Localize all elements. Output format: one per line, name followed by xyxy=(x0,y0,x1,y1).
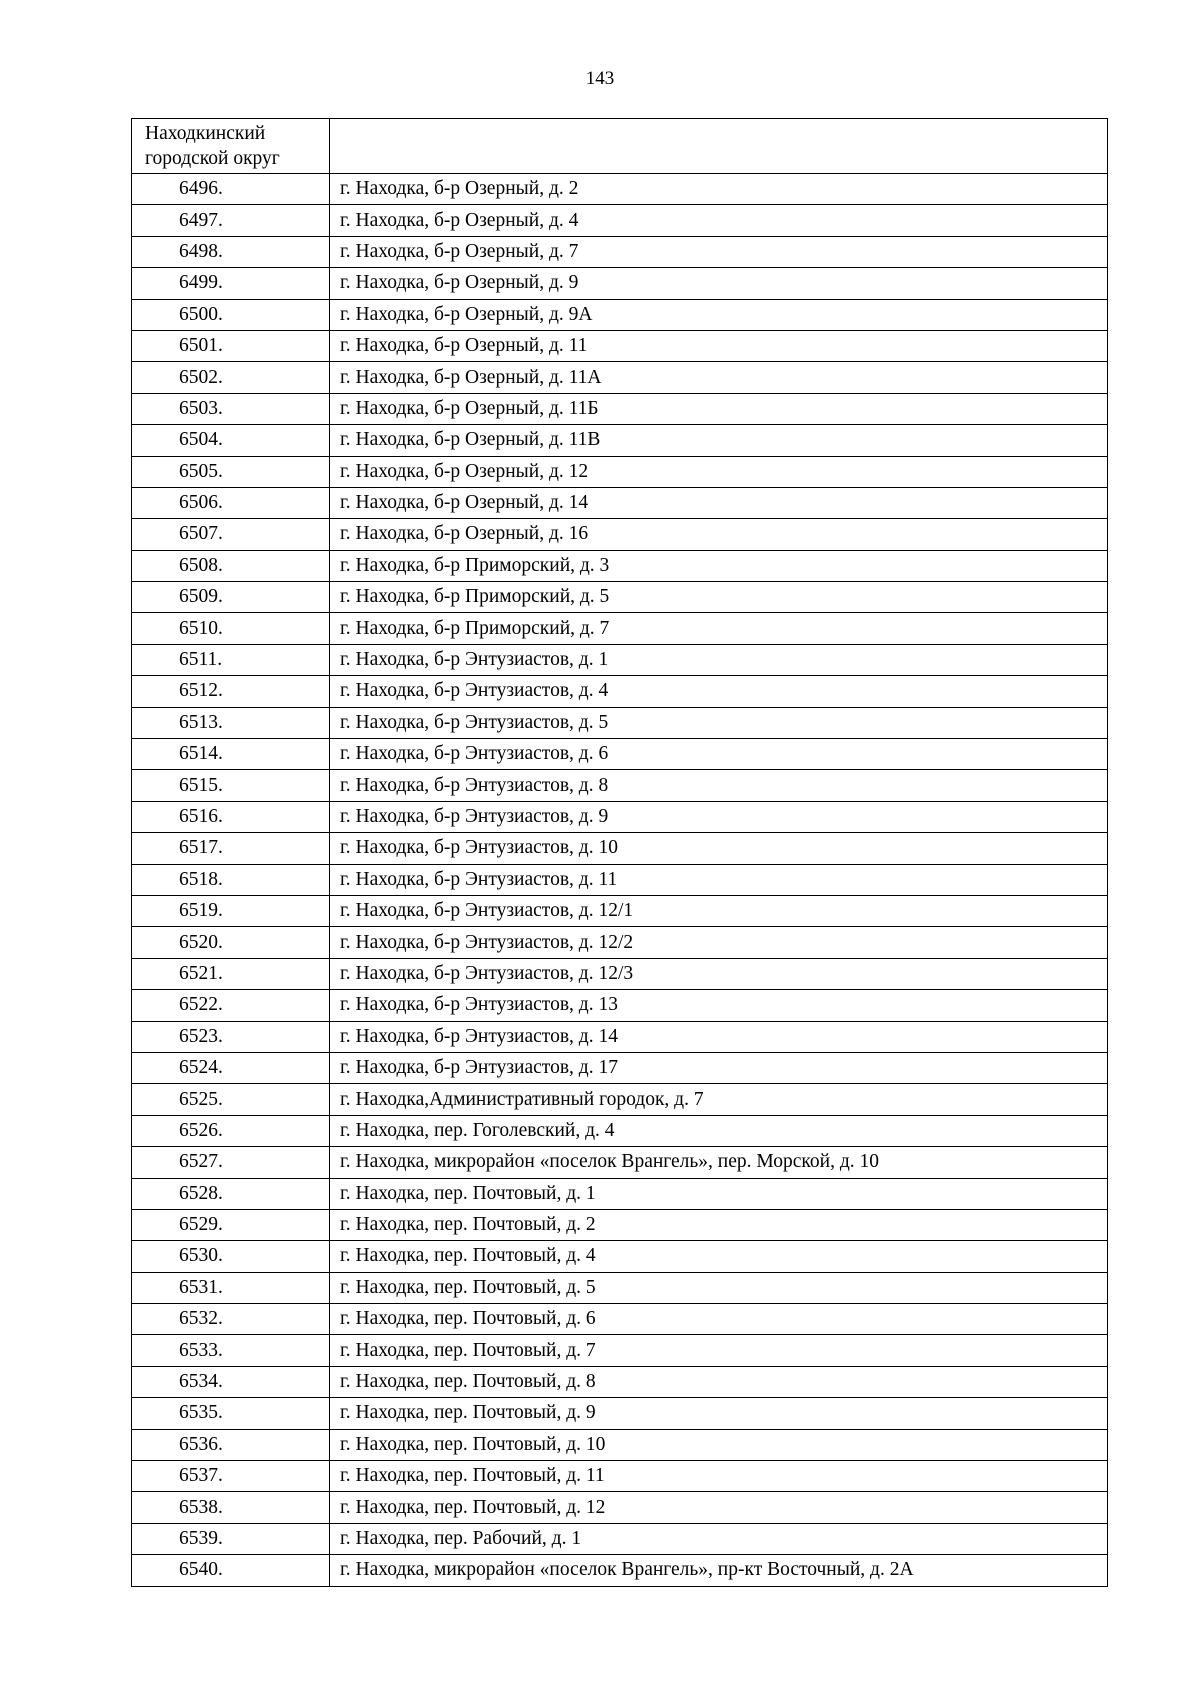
address-cell: г. Находка, микрорайон «поселок Врангель», пер. Морской, д. 10 xyxy=(330,1147,1108,1178)
table-row xyxy=(132,770,1108,801)
row-number-cell: 6500. xyxy=(132,299,330,330)
row-number-cell: 6523. xyxy=(132,1021,330,1052)
address-cell: г. Находка, б-р Энтузиастов, д. 14 xyxy=(330,1021,1108,1052)
table-row xyxy=(132,1147,1108,1178)
table-row xyxy=(132,1461,1108,1492)
address-cell: г. Находка, пер. Почтовый, д. 9 xyxy=(330,1398,1108,1429)
table-row xyxy=(132,1241,1108,1272)
address-cell: г. Находка, б-р Озерный, д. 11В xyxy=(330,425,1108,456)
table-row xyxy=(132,1021,1108,1052)
address-cell: г. Находка, б-р Энтузиастов, д. 1 xyxy=(330,644,1108,675)
address-cell: г. Находка, б-р Энтузиастов, д. 8 xyxy=(330,770,1108,801)
group-empty-cell xyxy=(330,119,1108,174)
address-cell: г. Находка, пер. Рабочий, д. 1 xyxy=(330,1523,1108,1554)
table-row xyxy=(132,801,1108,832)
address-cell: г. Находка, б-р Энтузиастов, д. 5 xyxy=(330,707,1108,738)
row-number-cell: 6538. xyxy=(132,1492,330,1523)
table-row xyxy=(132,1366,1108,1397)
address-cell: г. Находка, б-р Озерный, д. 2 xyxy=(330,174,1108,205)
address-cell: г. Находка, пер. Почтовый, д. 4 xyxy=(330,1241,1108,1272)
address-cell: г. Находка, б-р Энтузиастов, д. 13 xyxy=(330,990,1108,1021)
table-row xyxy=(132,362,1108,393)
row-number-cell: 6524. xyxy=(132,1052,330,1083)
row-number-cell: 6515. xyxy=(132,770,330,801)
table-row xyxy=(132,1084,1108,1115)
group-name-cell: Находкинский городской округ xyxy=(132,119,330,174)
address-cell: г. Находка, б-р Приморский, д. 3 xyxy=(330,550,1108,581)
table-row xyxy=(132,1304,1108,1335)
row-number-cell: 6508. xyxy=(132,550,330,581)
row-number-cell: 6535. xyxy=(132,1398,330,1429)
table-row xyxy=(132,739,1108,770)
row-number-cell: 6499. xyxy=(132,268,330,299)
address-cell: г. Находка, б-р Озерный, д. 11Б xyxy=(330,393,1108,424)
table-row xyxy=(132,487,1108,518)
table-row xyxy=(132,1555,1108,1586)
row-number-cell: 6518. xyxy=(132,864,330,895)
table-row xyxy=(132,550,1108,581)
row-number-cell: 6533. xyxy=(132,1335,330,1366)
address-cell: г. Находка, б-р Озерный, д. 12 xyxy=(330,456,1108,487)
row-number-cell: 6504. xyxy=(132,425,330,456)
address-cell: г. Находка, б-р Озерный, д. 11А xyxy=(330,362,1108,393)
table-row xyxy=(132,1429,1108,1460)
address-cell: г. Находка, пер. Почтовый, д. 5 xyxy=(330,1272,1108,1303)
address-cell: г. Находка, пер. Почтовый, д. 8 xyxy=(330,1366,1108,1397)
table-row xyxy=(132,958,1108,989)
table-row xyxy=(132,707,1108,738)
address-cell: г. Находка, б-р Энтузиастов, д. 9 xyxy=(330,801,1108,832)
row-number-cell: 6539. xyxy=(132,1523,330,1554)
table-row xyxy=(132,676,1108,707)
table-row xyxy=(132,1492,1108,1523)
table-row xyxy=(132,236,1108,267)
table-row xyxy=(132,1523,1108,1554)
address-cell: г. Находка, б-р Энтузиастов, д. 12/2 xyxy=(330,927,1108,958)
address-cell: г. Находка, пер. Почтовый, д. 2 xyxy=(330,1209,1108,1240)
address-cell: г. Находка, пер. Почтовый, д. 11 xyxy=(330,1461,1108,1492)
row-number-cell: 6517. xyxy=(132,833,330,864)
row-number-cell: 6510. xyxy=(132,613,330,644)
address-cell: г. Находка, б-р Энтузиастов, д. 10 xyxy=(330,833,1108,864)
row-number-cell: 6509. xyxy=(132,582,330,613)
address-table-body xyxy=(132,119,1108,1587)
table-row xyxy=(132,895,1108,926)
address-cell: г. Находка, пер. Почтовый, д. 7 xyxy=(330,1335,1108,1366)
page-number: 143 xyxy=(585,68,615,89)
table-row xyxy=(132,1398,1108,1429)
row-number-cell: 6534. xyxy=(132,1366,330,1397)
table-row xyxy=(132,393,1108,424)
address-cell: г. Находка, б-р Озерный, д. 4 xyxy=(330,205,1108,236)
row-number-cell: 6540. xyxy=(132,1555,330,1586)
row-number-cell: 6512. xyxy=(132,676,330,707)
table-row xyxy=(132,268,1108,299)
address-cell: г. Находка, б-р Энтузиастов, д. 4 xyxy=(330,676,1108,707)
row-number-cell: 6519. xyxy=(132,895,330,926)
table-row xyxy=(132,864,1108,895)
address-cell: г. Находка, б-р Озерный, д. 14 xyxy=(330,487,1108,518)
table-row xyxy=(132,519,1108,550)
row-number-cell: 6522. xyxy=(132,990,330,1021)
row-number-cell: 6527. xyxy=(132,1147,330,1178)
address-cell: г. Находка, б-р Энтузиастов, д. 11 xyxy=(330,864,1108,895)
table-row xyxy=(132,927,1108,958)
row-number-cell: 6506. xyxy=(132,487,330,518)
address-cell: г. Находка, микрорайон «поселок Врангель», пр-кт Восточный, д. 2А xyxy=(330,1555,1108,1586)
address-cell: г. Находка, пер. Гоголевский, д. 4 xyxy=(330,1115,1108,1146)
row-number-cell: 6526. xyxy=(132,1115,330,1146)
table-row xyxy=(132,456,1108,487)
table-row xyxy=(132,1052,1108,1083)
address-cell: г. Находка, пер. Почтовый, д. 10 xyxy=(330,1429,1108,1460)
row-number-cell: 6528. xyxy=(132,1178,330,1209)
address-cell: г. Находка, б-р Приморский, д. 7 xyxy=(330,613,1108,644)
table-row xyxy=(132,330,1108,361)
row-number-cell: 6525. xyxy=(132,1084,330,1115)
table-row xyxy=(132,174,1108,205)
address-cell: г. Находка, б-р Озерный, д. 9А xyxy=(330,299,1108,330)
address-cell: г. Находка, пер. Почтовый, д. 1 xyxy=(330,1178,1108,1209)
table-row xyxy=(132,1115,1108,1146)
address-table xyxy=(131,118,1108,1587)
row-number-cell: 6501. xyxy=(132,330,330,361)
table-row xyxy=(132,1178,1108,1209)
address-cell: г. Находка,Административный городок, д. 7 xyxy=(330,1084,1108,1115)
row-number-cell: 6520. xyxy=(132,927,330,958)
row-number-cell: 6516. xyxy=(132,801,330,832)
row-number-cell: 6530. xyxy=(132,1241,330,1272)
row-number-cell: 6521. xyxy=(132,958,330,989)
table-row xyxy=(132,613,1108,644)
table-row xyxy=(132,1335,1108,1366)
address-cell: г. Находка, б-р Озерный, д. 16 xyxy=(330,519,1108,550)
table-row xyxy=(132,1272,1108,1303)
address-cell: г. Находка, б-р Приморский, д. 5 xyxy=(330,582,1108,613)
row-number-cell: 6505. xyxy=(132,456,330,487)
table-row xyxy=(132,644,1108,675)
row-number-cell: 6503. xyxy=(132,393,330,424)
row-number-cell: 6537. xyxy=(132,1461,330,1492)
row-number-cell: 6513. xyxy=(132,707,330,738)
address-cell: г. Находка, б-р Энтузиастов, д. 12/3 xyxy=(330,958,1108,989)
address-cell: г. Находка, б-р Озерный, д. 11 xyxy=(330,330,1108,361)
row-number-cell: 6511. xyxy=(132,644,330,675)
address-cell: г. Находка, пер. Почтовый, д. 12 xyxy=(330,1492,1108,1523)
row-number-cell: 6496. xyxy=(132,174,330,205)
row-number-cell: 6507. xyxy=(132,519,330,550)
row-number-cell: 6531. xyxy=(132,1272,330,1303)
row-number-cell: 6502. xyxy=(132,362,330,393)
table-row xyxy=(132,205,1108,236)
table-row xyxy=(132,425,1108,456)
group-header-row xyxy=(132,119,1108,174)
table-row xyxy=(132,833,1108,864)
address-cell: г. Находка, б-р Озерный, д. 7 xyxy=(330,236,1108,267)
address-cell: г. Находка, пер. Почтовый, д. 6 xyxy=(330,1304,1108,1335)
address-cell: г. Находка, б-р Энтузиастов, д. 12/1 xyxy=(330,895,1108,926)
address-cell: г. Находка, б-р Озерный, д. 9 xyxy=(330,268,1108,299)
table-row xyxy=(132,582,1108,613)
row-number-cell: 6536. xyxy=(132,1429,330,1460)
table-row xyxy=(132,990,1108,1021)
row-number-cell: 6529. xyxy=(132,1209,330,1240)
table-row xyxy=(132,1209,1108,1240)
row-number-cell: 6498. xyxy=(132,236,330,267)
row-number-cell: 6497. xyxy=(132,205,330,236)
row-number-cell: 6532. xyxy=(132,1304,330,1335)
address-cell: г. Находка, б-р Энтузиастов, д. 6 xyxy=(330,739,1108,770)
row-number-cell: 6514. xyxy=(132,739,330,770)
table-row xyxy=(132,299,1108,330)
address-cell: г. Находка, б-р Энтузиастов, д. 17 xyxy=(330,1052,1108,1083)
